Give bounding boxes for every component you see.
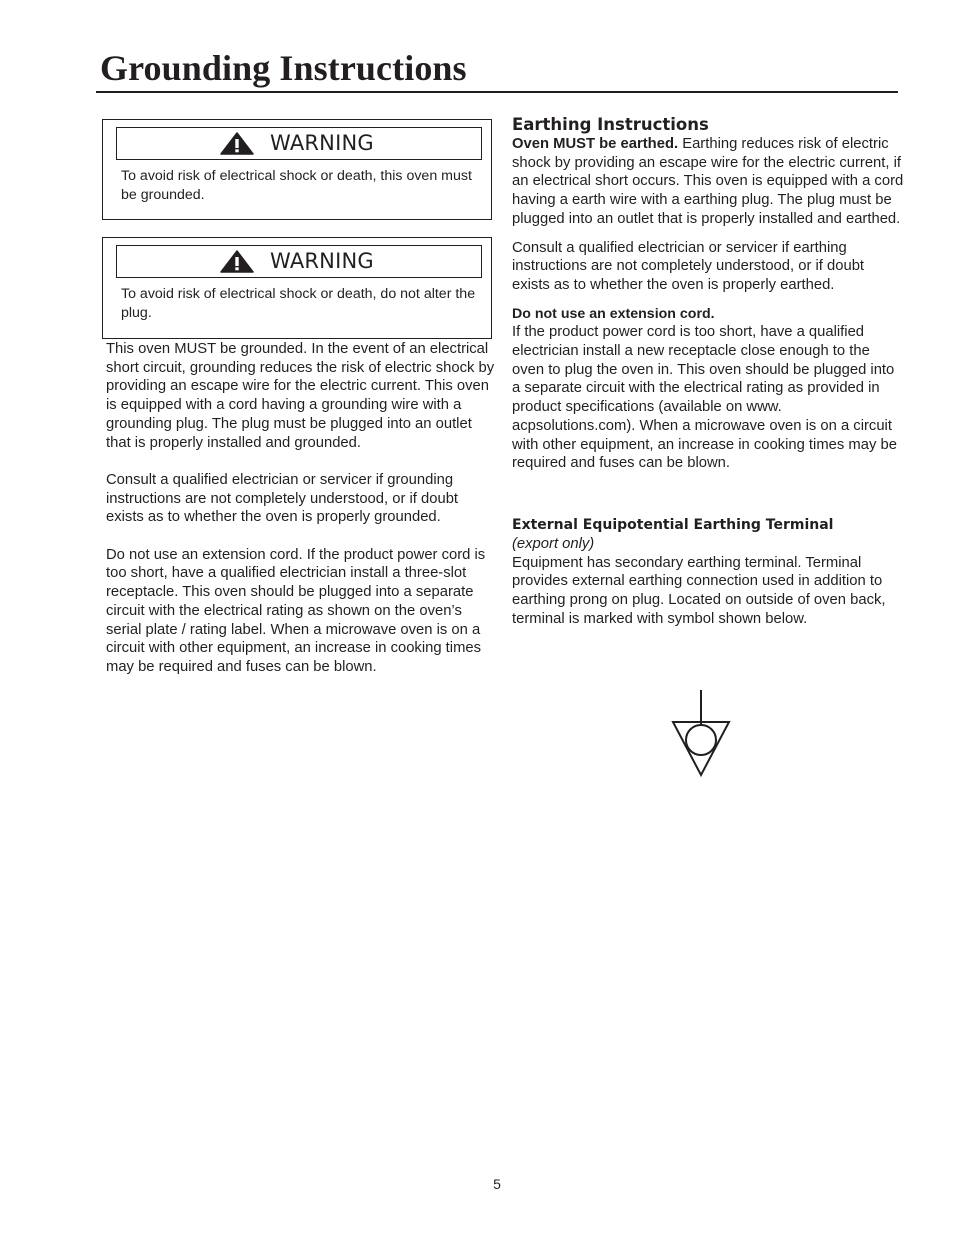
warning-triangle-icon	[220, 250, 254, 273]
warning-header	[116, 127, 482, 160]
terminal-note: (export only)	[512, 536, 595, 552]
warning-triangle-icon	[220, 132, 254, 155]
warning-text: To avoid risk of electrical shock or death, do not alter the plug.	[121, 286, 476, 321]
extension-cord-text: If the product power cord is too short, have a qualified electrician install a new receptacle close enough to the oven to plug the oven in. This oven should be plugged into a separate circuit with the electrical rating as provided in product specifications (available on www. acpsolutions.com). When a microwave oven is on a circuit with other equipment, an increase in cooking times may be required and fuses can be blown.	[512, 324, 897, 472]
earthing-consult: Consult a qualified electrician or servicer if earthing instructions are not completely understood, or if doubt exists as to whether the oven is properly earthed.	[512, 239, 865, 293]
equipotential-earth-symbol-icon	[670, 689, 732, 779]
terminal-heading: External Equipotential Earthing Terminal	[512, 517, 834, 533]
earthing-intro-bold: Oven MUST be earthed.	[512, 136, 679, 152]
grounding-paragraph: This oven MUST be grounded. In the event of an electrical short circuit, grounding reduces the risk of electric shock by providing an escape wire for the electric current. This oven is equipped with a cord having a grounding wire with a grounding plug. The plug must be plugged into an outlet that is properly installed and grounded.	[106, 341, 495, 451]
earthing-heading: Earthing Instructions	[512, 115, 709, 134]
warning-box-plug	[102, 237, 492, 339]
terminal-section	[512, 515, 904, 629]
terminal-text: Equipment has secondary earthing terminal. Terminal provides external earthing connection used in addition to earthing prong on plug. Located on outside of oven back, terminal is marked with symbol shown below.	[512, 554, 886, 627]
earthing-section	[512, 115, 904, 473]
extension-cord-heading: Do not use an extension cord.	[512, 305, 715, 322]
page-number: 5	[493, 1176, 501, 1192]
warning-text: To avoid risk of electrical shock or death, this oven must be grounded.	[121, 168, 472, 203]
warning-label: WARNING	[270, 249, 374, 273]
grounding-body	[106, 340, 498, 695]
consult-paragraph: Consult a qualified electrician or servicer if grounding instructions are not completely understood, or if doubt exists as to whether the oven is properly grounded.	[106, 471, 459, 526]
extension-cord-paragraph: Do not use an extension cord. If the product power cord is too short, have a qualified electrician install a three-slot receptacle. This oven should be plugged into a separate circuit with the electrical rating as shown on the oven’s serial plate / rating label. When a microwave oven is on a circuit with other equipment, an increase in cooking times may be required and fuses can be blown.	[106, 546, 486, 675]
warning-box-grounded	[102, 119, 492, 220]
title-divider	[96, 91, 898, 93]
warning-header	[116, 245, 482, 278]
warning-label: WARNING	[270, 131, 374, 155]
earthing-intro	[512, 135, 904, 229]
earthing-intro-text: Earthing reduces risk of electric shock by providing an escape wire for the electric current, if an electrical short occurs. This oven is equipped with a cord having a earth wire with a earthing plug. The plug must be plugged into an outlet that is properly installed and earthed.	[512, 136, 904, 227]
page-title: Grounding Instructions	[100, 48, 467, 88]
